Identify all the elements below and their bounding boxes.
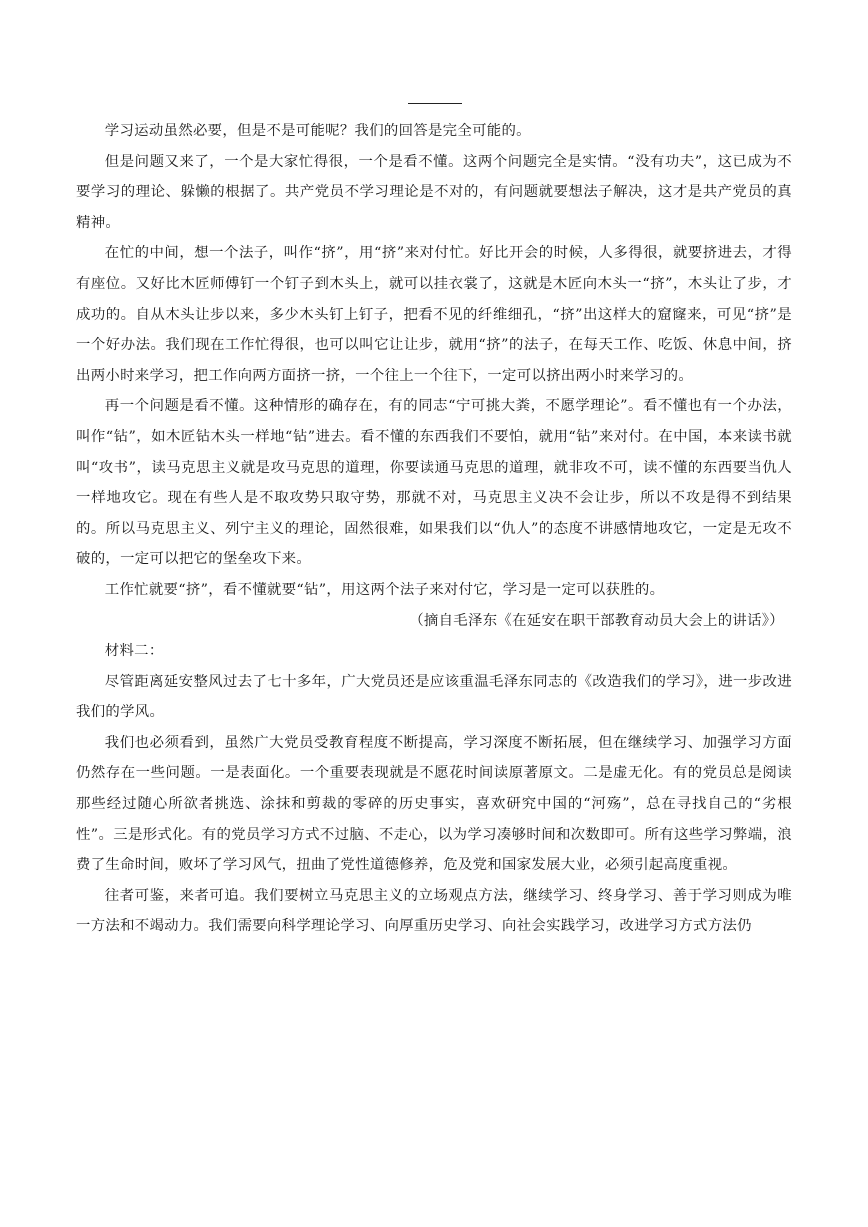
paragraph: 在忙的中间，想一个法子，叫作“挤”，用“挤”来对付忙。好比开会的时候，人多得很，就要挤进去，才得有座位。又好比木匠师傅钉一个钉子到木头上，就可以挂衣裳了，这就是木匠向木头一“挤”，木头让了步，才成功的。自从木头让步以来，多少木头钉上钉子，把看不见的纤维细孔，“挤”出这样大的窟窿来，可见“挤”是一个好办法。我们现在工作忙得很，也可以叫它让让步，就用“挤”的法子，在每天工作、吃饭、休息中间，挤出两小时来学习，把工作向两方面挤一挤，一个往上一个往下，一定可以挤出两小时来学习的。 — [76, 245, 792, 384]
header-rule — [408, 103, 462, 104]
material-label: 材料二： — [104, 643, 164, 660]
paragraph: 但是问题又来了，一个是大家忙得很，一个是看不懂。这两个问题完全是实情。“没有功夫”，这已成为不要学习的理论、躲懒的根据了。共产党员不学习理论是不对的，有问题就要想法子解决，这才是共产党员的真精神。 — [76, 153, 792, 231]
paragraph: 往者可鉴，来者可追。我们要树立马克思主义的立场观点方法，继续学习、终身学习、善于学习则成为唯一方法和不竭动力。我们需要向科学理论学习、向厚重历史学习、向社会实践学习，改进学习方式方法仍 — [76, 887, 792, 935]
paragraph: 工作忙就要“挤”，看不懂就要“钻”，用这两个法子来对付它，学习是一定可以获胜的。 — [104, 581, 665, 598]
paragraph: 学习运动虽然必要，但是不是可能呢？我们的回答是完全可能的。 — [104, 123, 531, 139]
paragraph: 再一个问题是看不懂。这种情形的确存在，有的同志“宁可挑大粪，不愿学理论”。看不懂也有一个办法，叫作“钻”，如木匠钻木头一样地“钻”进去。看不懂的东西我们不要怕，就用“钻”来对付。在中国，本来读书就叫“攻书”，读马克思主义就是攻马克思的道理，你要读通马克思的道理，就非攻不可，读不懂的东西要当仇人一样地攻它。现在有些人是不取攻势只取守势，那就不对，马克思主义决不会让步，所以不攻是得不到结果的。所以马克思主义、列宁主义的理论，固然很难，如果我们以“仇人”的态度不讲感情地攻它，一定是无攻不破的，一定可以把它的堡垒攻下来。 — [76, 398, 792, 568]
paragraph: 尽管距离延安整风过去了七十多年，广大党员还是应该重温毛泽东同志的《改造我们的学习》，进一步改进我们的学风。 — [76, 673, 792, 721]
document-body — [76, 116, 792, 942]
source-citation: （摘自毛泽东《在延安在职干部教育动员大会上的讲话》） — [409, 612, 784, 629]
paragraph: 我们也必须看到，虽然广大党员受教育程度不断提高，学习深度不断拓展，但在继续学习、加强学习方面仍然存在一些问题。一是表面化。一个重要表现就是不愿花时间读原著原文。二是虚无化。有的党员总是阅读那些经过随心所欲者挑选、涂抹和剪裁的零碎的历史事实，喜欢研究中国的“河殇”，总在寻找自己的“劣根性”。三是形式化。有的党员学习方式不过脑、不走心，以为学习凑够时间和次数即可。所有这些学习弊端，浪费了生命时间，败坏了学习风气，扭曲了党性道德修养，危及党和国家发展大业，必须引起高度重视。 — [76, 734, 792, 874]
